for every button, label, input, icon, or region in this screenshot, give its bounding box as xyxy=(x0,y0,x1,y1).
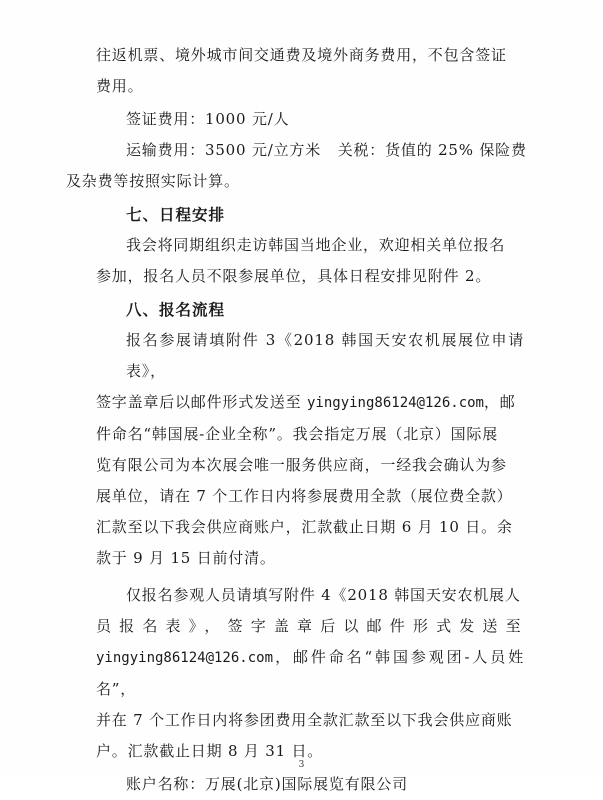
text-line: 展单位，请在 7 个工作日内将参展费用全款（展位费全款） xyxy=(96,487,513,505)
text-line: 往返机票、境外城市间交通费及境外商务费用，不包含签证 xyxy=(96,46,507,64)
text-line: 及杂费等按照实际计算。 xyxy=(66,172,240,190)
text-line: 汇款至以下我会供应商账户，汇款截止日期 6 月 10 日。余 xyxy=(96,518,513,536)
page-number: 3 xyxy=(298,760,305,770)
paragraph-schedule xyxy=(96,230,524,292)
document-body xyxy=(66,40,527,800)
paragraph-visitor-registration xyxy=(96,580,524,767)
text-line: 我会将同期组织走访韩国当地企业，欢迎相关单位报名 xyxy=(126,236,506,254)
text-line: 参加，报名人员不限参展单位，具体日程安排见附件 2。 xyxy=(96,267,492,285)
text-line: 运输费用：3500 元/立方米 关税：货值的 25% 保险费 xyxy=(126,141,527,159)
text-line: ，邮件命名“韩国参观团-人员姓名”， xyxy=(96,648,524,698)
paragraph-account-name xyxy=(96,769,524,800)
text-line: 员报名表》，签字盖章后以邮件形式发送至 xyxy=(96,617,524,635)
text-line: 款于 9 月 15 日前付清。 xyxy=(96,549,276,567)
paragraph-shipping-fee xyxy=(66,135,527,197)
text-line: 费用。 xyxy=(96,77,144,95)
email-address: yingying86124@126.com xyxy=(306,395,484,411)
text-line: 并在 7 个工作日内将参团费用全款汇款至以下我会供应商账 xyxy=(96,711,513,729)
paragraph-exhibitor-registration xyxy=(96,325,524,574)
text-line: ，邮 xyxy=(484,393,516,411)
email-address: yingying86124@126.com xyxy=(96,650,274,666)
section-heading-schedule: 七、日程安排 xyxy=(126,205,226,224)
text-line: 签字盖章后以邮件形式发送至 xyxy=(96,393,307,411)
text-line: 账户名称：万展(北京)国际展览有限公司 xyxy=(126,775,408,793)
text-line: 报名参展请填附件 3《2018 韩国天安农机展展位申请表》， xyxy=(126,331,524,380)
section-heading-registration: 八、报名流程 xyxy=(126,300,226,319)
paragraph-expenses xyxy=(96,40,524,102)
text-line: 件命名“韩国展-企业全称”。我会指定万展（北京）国际展 xyxy=(96,425,499,443)
text-line: 览有限公司为本次展会唯一服务供应商，一经我会确认为参 xyxy=(96,456,507,474)
paragraph-visa-fee xyxy=(96,104,524,135)
text-line: 仅报名参观人员请填写附件 4《2018 韩国天安农机展人 xyxy=(126,586,521,604)
text-line: 户。汇款截止日期 8 月 31 日。 xyxy=(96,742,324,760)
text-line: 签证费用：1000 元/人 xyxy=(126,110,290,128)
